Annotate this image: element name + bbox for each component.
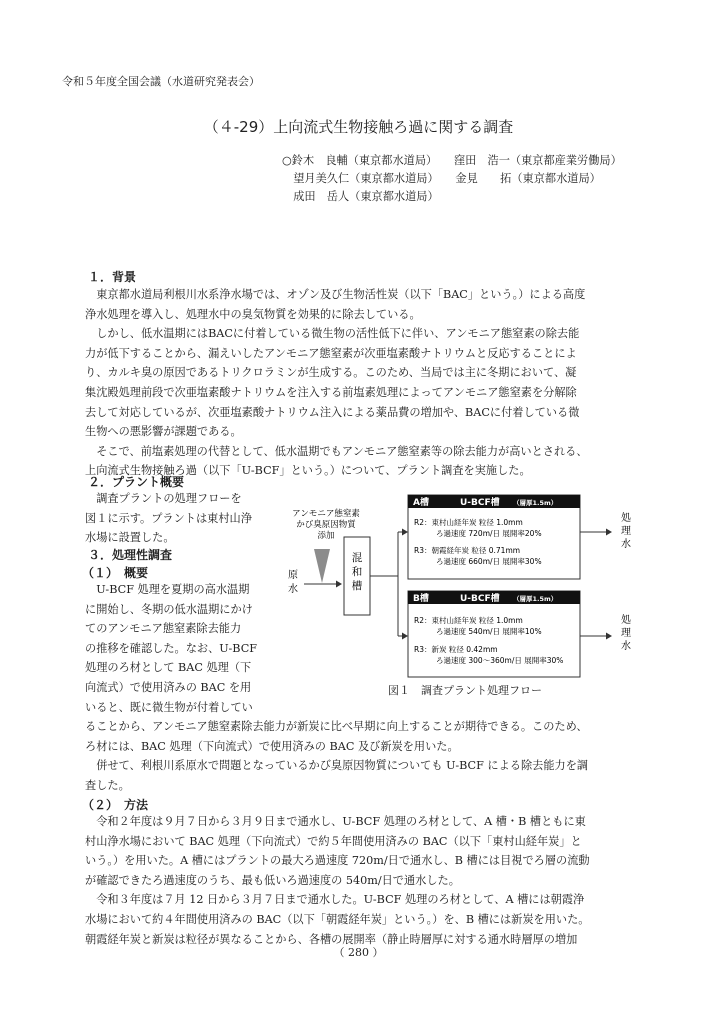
subsection-heading-method: （２） 方法	[82, 798, 149, 812]
subsection-body-overview-full	[85, 717, 588, 795]
author-list	[282, 152, 622, 206]
running-header: 令和５年度全国会議（水道研究発表会）	[62, 75, 260, 88]
mixing-tank-label: 槽	[351, 580, 363, 592]
text-line: の推移を確認した。なお、U-BCF	[85, 641, 258, 655]
injection-label-line: かび臭原因物質	[296, 520, 356, 530]
treated-water-label: 理	[621, 526, 631, 537]
process-flow-diagram	[284, 491, 646, 683]
section-body-plant	[85, 489, 252, 548]
text-line: 上向流式生物接触ろ過（以下「U-BCF」という。）について、プラント調査を実施した。	[85, 464, 531, 478]
text-line: 力が低下することから、漏えいしたアンモニア態窒素が次亜塩素酸ナトリウムと反応することによ	[85, 346, 577, 360]
text-line: 水場に設置した。	[85, 531, 175, 545]
section-heading-treatment: ３．処理性調査	[88, 548, 173, 562]
arrow-head	[336, 581, 342, 588]
text-line: 査した。	[85, 778, 130, 792]
text-line: 集沈殿処理前段で次亜塩素酸ナトリウムを注入する前塩素処理によってアンモニア態窒素を分解除	[85, 385, 577, 399]
tank-a-r2-media: R2：東村山経年炭 粒径 1.0mm	[414, 518, 523, 527]
mixing-tank-label: 和	[351, 566, 363, 578]
author-line: 成田 岳人（東京都水道局）	[282, 190, 439, 203]
injection-arrow	[314, 549, 330, 583]
text-line: 水場において約４年間使用済みの BAC（以下「朝霞経年炭」という。）を、B 槽には新炭を用いた。	[85, 912, 590, 926]
text-line: しかし、低水温期にはBACに付着している微生物の活性低下に伴い、アンモニア態窒素の除去能	[85, 327, 580, 341]
tank-b-r3-media: R3：新炭 粒径 0.42mm	[414, 645, 498, 654]
tank-a-title: U-BCF槽	[460, 498, 500, 508]
text-line: 令和３年度は７月 12 日から３月７日まで通水した。U-BCF 処理のろ材として、A 槽には朝霞浄	[85, 893, 585, 907]
treated-water-label: 理	[621, 628, 631, 639]
section-heading-plant: ２．プラント概要	[88, 475, 185, 489]
tank-b-r2-rate: ろ過速度 540m/日 展開率10%	[436, 627, 542, 636]
treated-water-label: 処	[621, 615, 631, 626]
text-line: ることから、アンモニア態窒素除去能力が新炭に比べ早期に向上することが期待できる。このため、	[85, 720, 588, 733]
tank-a-r3-media: R3：朝霞経年炭 粒径 0.71mm	[414, 546, 521, 555]
text-line: 調査プラントの処理フローを	[85, 492, 242, 505]
tank-b-r3-rate: ろ過速度 300～360m/日 展開率30%	[436, 656, 564, 665]
injection-label-line: 添加	[317, 531, 335, 541]
page-number: （ 280 ）	[333, 946, 384, 959]
section-heading-background: １．背景	[88, 270, 137, 284]
raw-water-label: 水	[288, 584, 298, 595]
text-line: 去して対応しているが、次亜塩素酸ナトリウム注入による薬品費の増加や、BACに付着している微	[85, 405, 580, 419]
tank-a-r3-rate: ろ過速度 660m/日 展開率30%	[436, 557, 542, 566]
treated-water-label: 処	[621, 513, 631, 524]
text-line: U-BCF 処理を夏期の高水温期	[85, 583, 250, 596]
arrow-head	[606, 633, 612, 640]
text-line: 処理のろ材として BAC 処理（下	[85, 661, 252, 675]
text-line: 朝霞経年炭と新炭は粒径が異なることから、各槽の展開率（静止時層厚に対する通水時層厚の増加	[85, 932, 578, 946]
text-line: に開始し、冬期の低水温期にかけ	[85, 602, 253, 616]
figure-caption: 図１ 調査プラント処理フロー	[388, 684, 542, 697]
paper-title: （４-29）上向流式生物接触ろ過に関する調査	[203, 118, 514, 136]
tank-b-tag: B槽	[413, 594, 429, 604]
author-line: 望月美久仁（東京都水道局） 金見 拓（東京都水道局）	[282, 172, 601, 185]
arrow-head	[606, 529, 612, 536]
text-line: が確認できたろ過速度のうち、最も低いろ過速度の 540m/日で通水した。	[85, 873, 460, 887]
arrow-head	[402, 529, 408, 536]
text-line: そこで、前塩素処理の代替として、低水温期でもアンモニア態窒素等の除去能力が高いとされる、	[85, 444, 588, 458]
text-line: 浄水処理を導入し、処理水中の臭気物質を効果的に除去している。	[85, 307, 421, 321]
text-line: ろ材には、BAC 処理（下向流式）で使用済みの BAC 及び新炭を用いた。	[85, 739, 459, 753]
text-line: いると、既に微生物が付着してい	[85, 700, 253, 714]
raw-water-label: 原	[288, 570, 298, 581]
mixing-tank-label: 混	[351, 552, 363, 564]
text-line: 併せて、利根川系原水で問題となっているかび臭原因物質についても U-BCF による除去能力を調	[85, 759, 589, 773]
treated-water-label: 水	[621, 539, 631, 550]
text-line: 生物への悪影響が課題である。	[85, 425, 242, 439]
tank-a-tag: A槽	[413, 498, 429, 508]
tank-b-title: U-BCF槽	[460, 594, 500, 604]
subsection-heading-overview: （１） 概要	[82, 566, 149, 580]
treated-water-label: 水	[621, 641, 631, 652]
tank-a-r2-rate: ろ過速度 720m/日 展開率20%	[436, 529, 542, 538]
subsection-body-overview-narrow	[85, 580, 257, 717]
injection-label-line: アンモニア態窒素	[292, 509, 360, 519]
author-line: ○鈴木 良輔（東京都水道局） 窪田 浩一（東京都産業労働局）	[282, 154, 622, 167]
text-line: り、カルキ臭の原因であるトリクロラミンが生成する。このため、当局では主に冬期において、凝	[85, 366, 577, 380]
section-body-background	[85, 285, 588, 481]
tank-a-depth: （層厚1.5m）	[513, 499, 558, 507]
text-line: いう。）を用いた。A 槽にはプラントの最大ろ過速度 720m/日で通水し、B 槽には目視でろ層の流動	[85, 854, 590, 868]
arrow-head	[402, 633, 408, 640]
text-line: 東京都水道局利根川水系浄水場では、オゾン及び生物活性炭（以下「BAC」という。）による高度	[85, 288, 586, 301]
text-line: 村山浄水場において BAC 処理（下向流式）で約５年間使用済みの BAC（以下「東村山経年炭」と	[85, 834, 582, 848]
text-line: 図１に示す。プラントは東村山浄	[85, 511, 252, 525]
tank-b-r2-media: R2：東村山経年炭 粒径 1.0mm	[414, 616, 523, 625]
text-line: 向流式）で使用済みの BAC を用	[85, 680, 252, 694]
text-line: 令和２年度は９月７日から３月９日まで通水し、U-BCF 処理のろ材として、A 槽・B 槽ともに東	[85, 815, 586, 828]
text-line: てのアンモニア態窒素除去能力	[85, 622, 242, 636]
tank-b-depth: （層厚1.5m）	[513, 595, 558, 603]
subsection-body-method	[85, 812, 590, 949]
